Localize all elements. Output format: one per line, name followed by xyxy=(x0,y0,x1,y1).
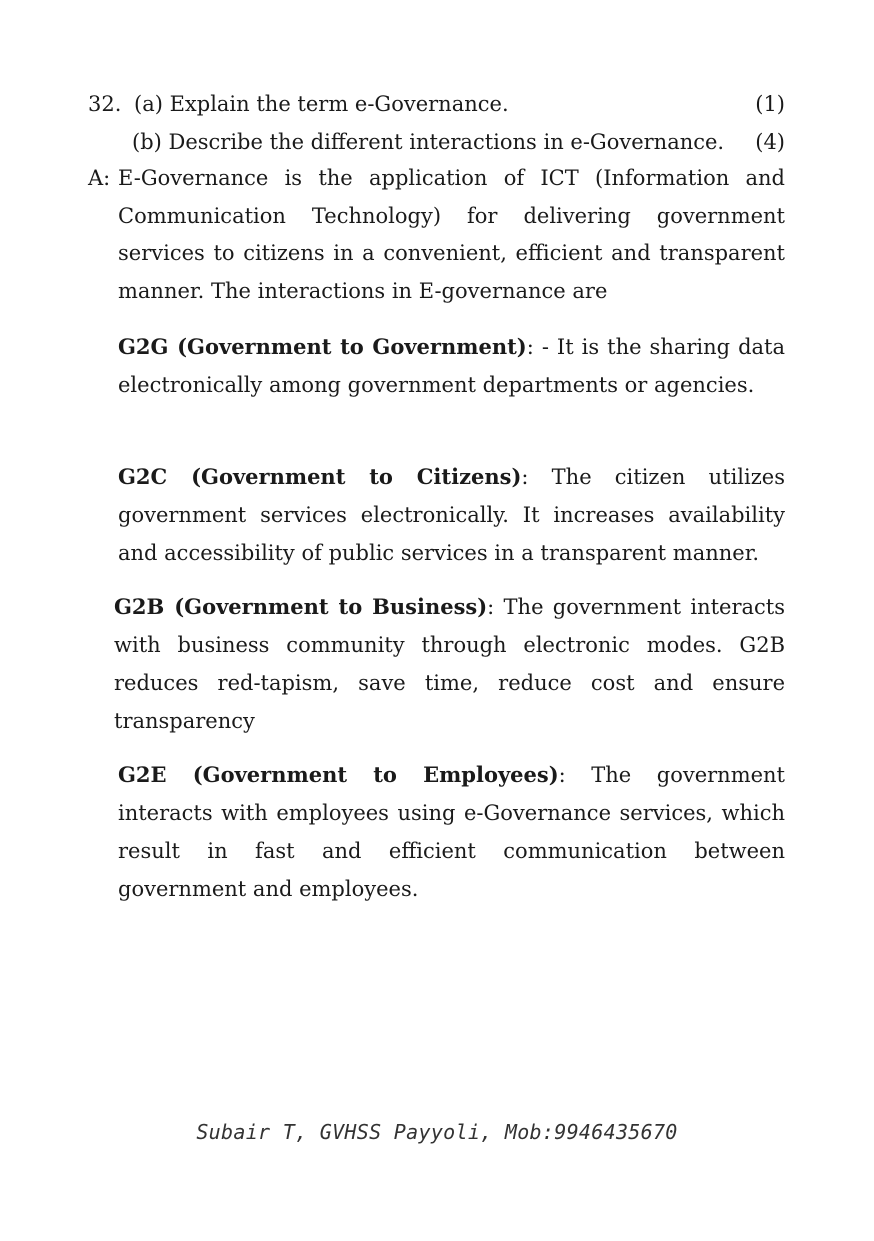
question-part-a-text: (a) Explain the term e-Governance. xyxy=(134,92,509,116)
interaction-g2g xyxy=(118,328,785,404)
interaction-description: : - It is the sharing data electronically among government departments or agencies. xyxy=(118,335,786,397)
interaction-g2b xyxy=(114,588,785,740)
interaction-term: G2B (Government to Business) xyxy=(114,594,488,619)
question-part-a xyxy=(88,85,785,123)
interaction-description: : The citizen utilizes government services electronically. It increases availability and accessibility of public services in a transparent manner. xyxy=(118,465,785,565)
page-footer: Subair T, GVHSS Payyoli, Mob:9946435670 xyxy=(196,1120,678,1144)
interaction-term: G2G (Government to Government) xyxy=(118,334,527,359)
answer-label: A: xyxy=(88,166,111,190)
interaction-description: : The government interacts with business community through electronic modes. G2B reduces red-tapism, save time, reduce cost and ensure transparency xyxy=(114,595,785,733)
interaction-g2e xyxy=(118,756,785,908)
interaction-description: : The government interacts with employees using e-Governance services, which result in fast and efficient communication between government and employees. xyxy=(118,763,785,901)
question-part-b-text: (b) Describe the different interactions in e-Governance. xyxy=(132,130,725,154)
interaction-g2c xyxy=(118,458,785,572)
interaction-term: G2E (Government to Employees) xyxy=(118,762,559,787)
question-part-b xyxy=(132,123,785,161)
interaction-term: G2C (Government to Citizens) xyxy=(118,464,522,489)
question-number: 32. xyxy=(88,92,122,116)
answer-block xyxy=(88,160,785,310)
question-part-b-marks: (4) xyxy=(755,130,785,154)
answer-intro: E-Governance is the application of ICT (Information and Communication Technology) for delivering government services to citizens in a convenient, efficient and transparent manner. The interactions in E-governance are xyxy=(118,166,785,303)
question-part-a-marks: (1) xyxy=(755,92,785,116)
